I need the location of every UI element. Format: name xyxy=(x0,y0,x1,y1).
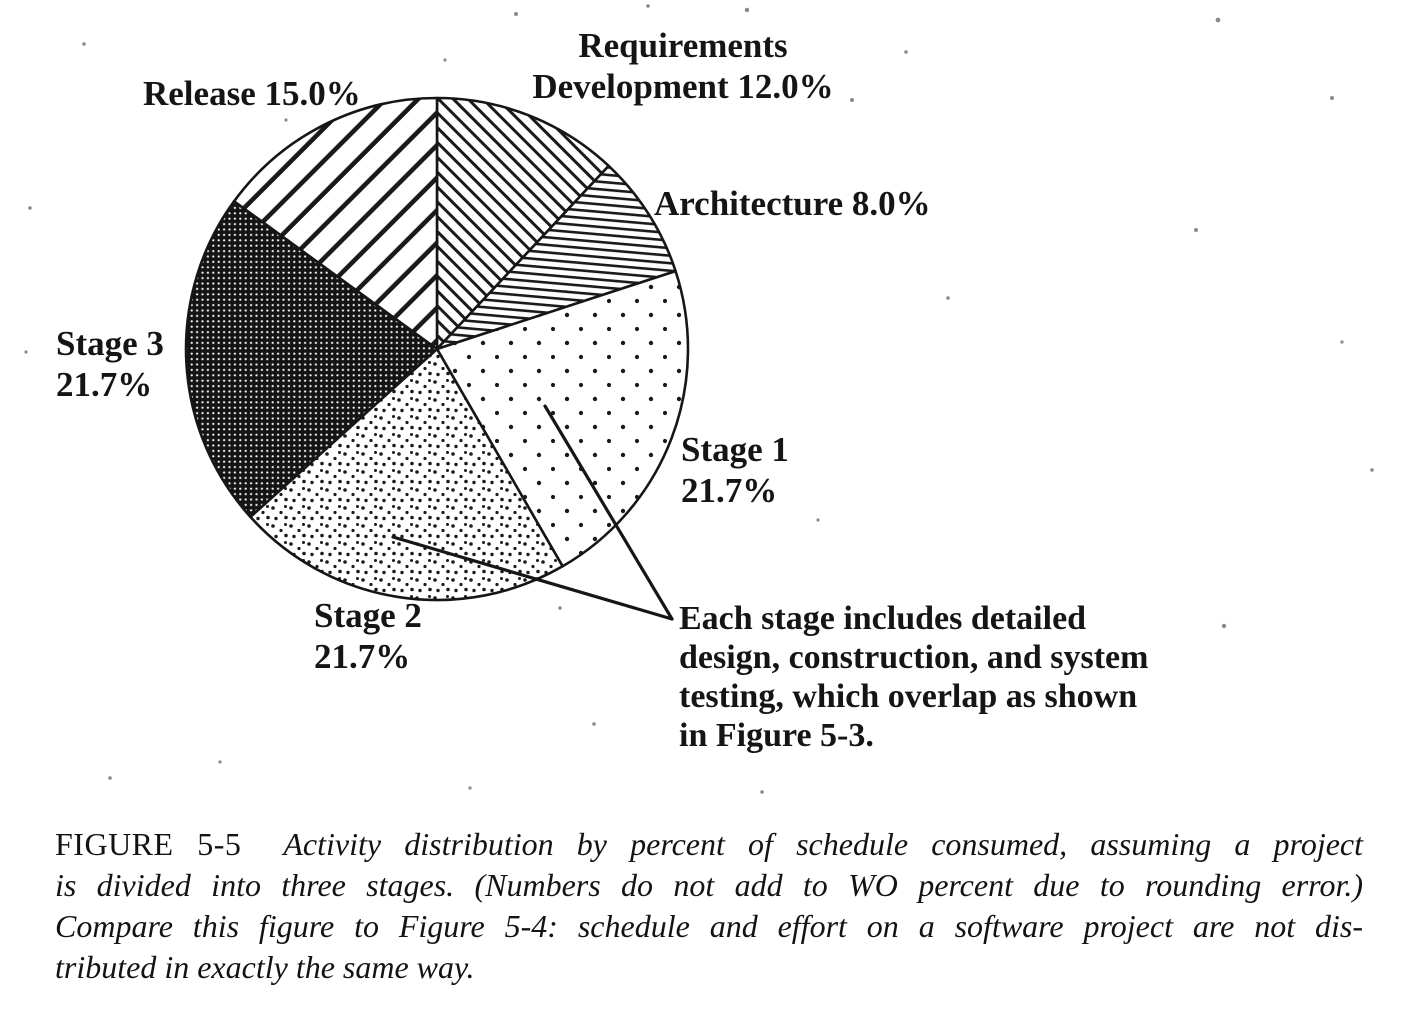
caption-figure-label: FIGURE 5-5 xyxy=(55,826,242,862)
label-release: Release 15.0% xyxy=(143,74,361,113)
label-stage2-line1: Stage 2 xyxy=(314,596,422,635)
label-stage1 xyxy=(681,430,789,511)
label-stage2-line2: 21.7% xyxy=(314,636,411,676)
annotation-line2: design, construction, and system xyxy=(679,639,1149,676)
label-stage3-line2: 21.7% xyxy=(56,364,153,404)
label-requirements-line2: Development 12.0% xyxy=(532,66,834,106)
pie-slices-group xyxy=(186,98,688,600)
label-stage1-line2: 21.7% xyxy=(681,470,778,510)
caption-line3: Compare this figure to Figure 5-4: schedule and effort on a software project are not dis- xyxy=(55,908,1363,944)
caption-line1-text: Activity distribution by percent of schedule consumed, assuming a project xyxy=(283,826,1363,862)
annotation-line4: in Figure 5-3. xyxy=(679,717,874,754)
annotation-line1: Each stage includes detailed xyxy=(679,600,1087,637)
label-stage2 xyxy=(314,596,422,677)
label-stage1-line1: Stage 1 xyxy=(681,430,789,469)
figure-caption xyxy=(55,824,1363,988)
caption-line4: tributed in exactly the same way. xyxy=(55,949,475,985)
annotation-line3: testing, which overlap as shown xyxy=(679,678,1138,715)
stage-annotation xyxy=(679,599,1259,755)
label-architecture: Architecture 8.0% xyxy=(654,184,931,223)
label-stage3-line1: Stage 3 xyxy=(56,324,164,363)
label-requirements-development xyxy=(483,26,883,107)
caption-line2: is divided into three stages. (Numbers do not add to WO percent due to rounding error.) xyxy=(55,867,1363,903)
caption-line1 xyxy=(55,824,1363,865)
label-stage3 xyxy=(56,324,164,405)
label-requirements-line1: Requirements xyxy=(578,26,788,65)
